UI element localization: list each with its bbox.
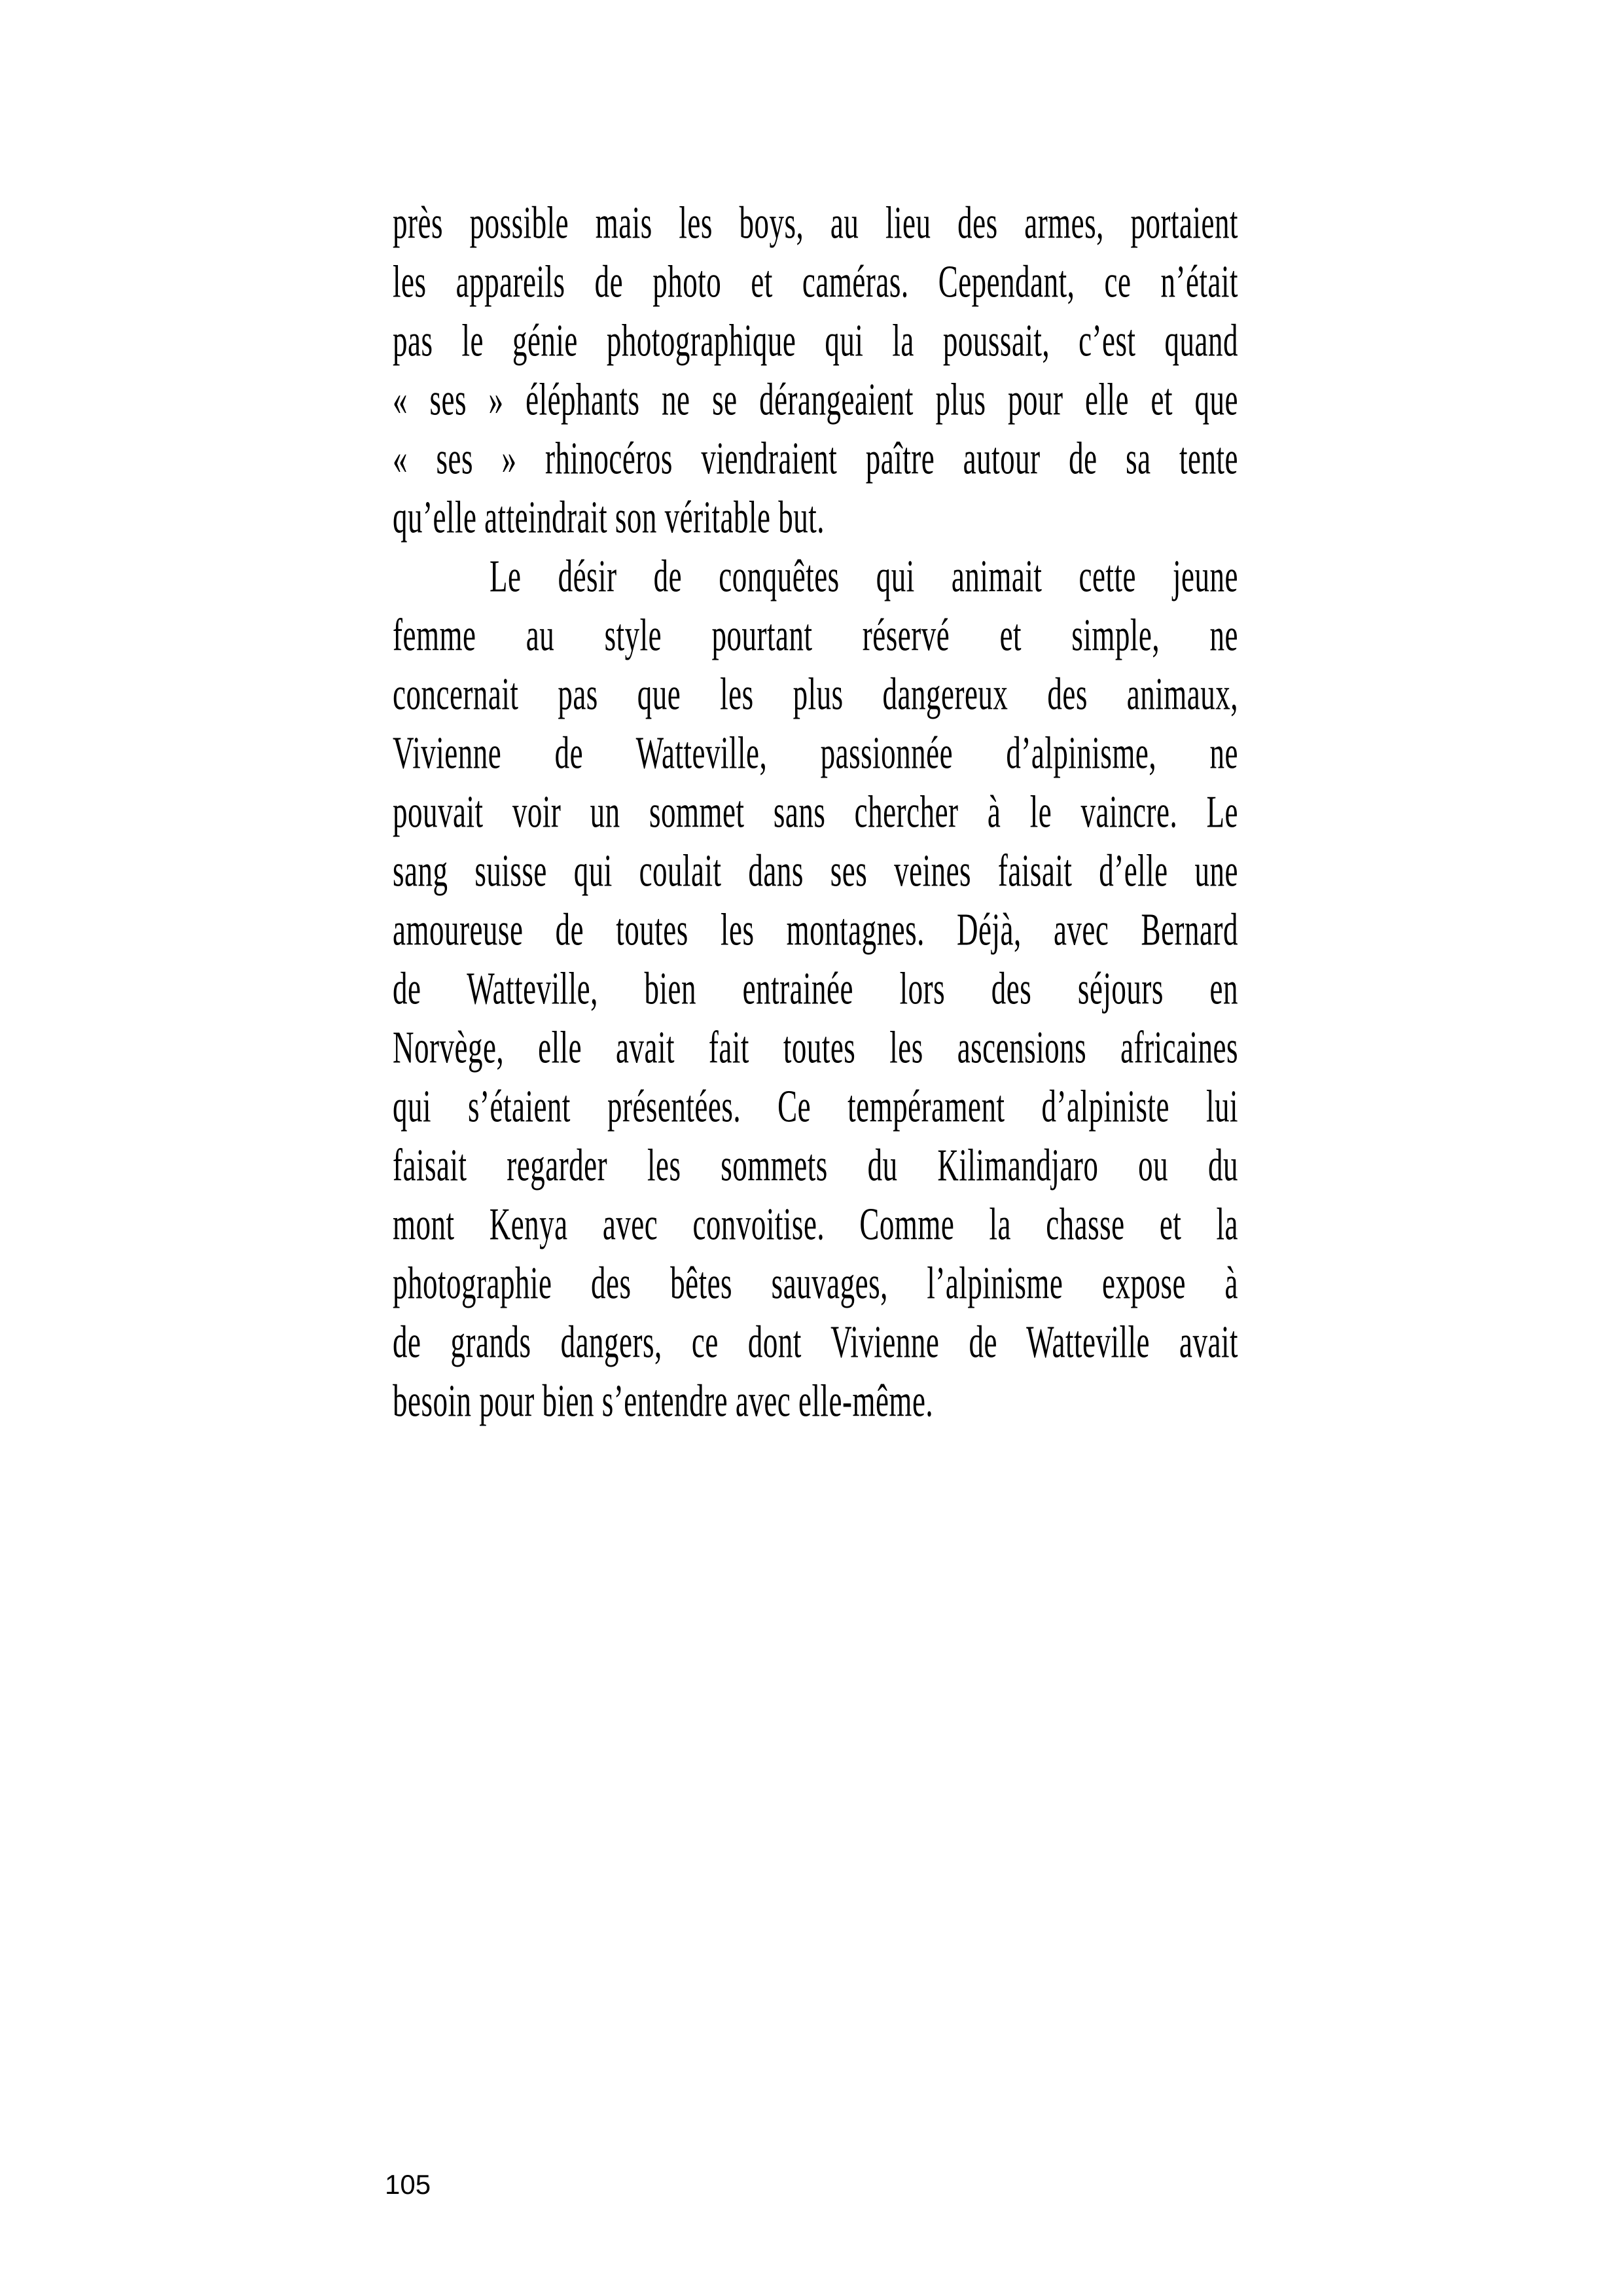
text-line: amoureuse de toutes les montagnes. Déjà, avec Bernard xyxy=(393,904,1238,955)
text-line: les appareils de photo et caméras. Cependant, ce n’était xyxy=(393,256,1238,307)
text-line: « ses » éléphants ne se dérangeaient plus pour elle et que xyxy=(393,374,1238,425)
text-line: pouvait voir un sommet sans chercher à le vaincre. Le xyxy=(393,786,1238,837)
text-line: près possible mais les boys, au lieu des armes, portaient xyxy=(393,197,1238,248)
body-text xyxy=(393,193,1238,1430)
text-line: besoin pour bien s’entendre avec elle-même. xyxy=(393,1375,934,1426)
text-line: sang suisse qui coulait dans ses veines faisait d’elle une xyxy=(393,845,1238,896)
text-line: de Watteville, bien entrainée lors des séjours en xyxy=(393,963,1238,1014)
text-line: faisait regarder les sommets du Kilimandjaro ou du xyxy=(393,1139,1238,1191)
text-line: Norvège, elle avait fait toutes les ascensions africaines xyxy=(393,1022,1238,1073)
text-line: pas le génie photographique qui la poussait, c’est quand xyxy=(393,315,1238,366)
text-line: femme au style pourtant réservé et simple, ne xyxy=(393,609,1238,660)
text-line: Le désir de conquêtes qui animait cette jeune xyxy=(490,550,1238,601)
text-line: « ses » rhinocéros viendraient paître autour de sa tente xyxy=(393,433,1238,484)
paragraph xyxy=(393,193,1238,547)
paragraph xyxy=(393,547,1238,1430)
page-number: 105 xyxy=(385,2169,431,2200)
text-line: qui s’étaient présentées. Ce tempérament d’alpiniste lui xyxy=(393,1081,1238,1132)
text-line: photographie des bêtes sauvages, l’alpinisme expose à xyxy=(393,1257,1238,1308)
text-line: de grands dangers, ce dont Vivienne de Watteville avait xyxy=(393,1316,1238,1367)
text-line: Vivienne de Watteville, passionnée d’alpinisme, ne xyxy=(393,727,1238,778)
text-line: concernait pas que les plus dangereux des animaux, xyxy=(393,668,1238,719)
text-line: qu’elle atteindrait son véritable but. xyxy=(393,492,825,543)
text-line: mont Kenya avec convoitise. Comme la chasse et la xyxy=(393,1198,1238,1249)
